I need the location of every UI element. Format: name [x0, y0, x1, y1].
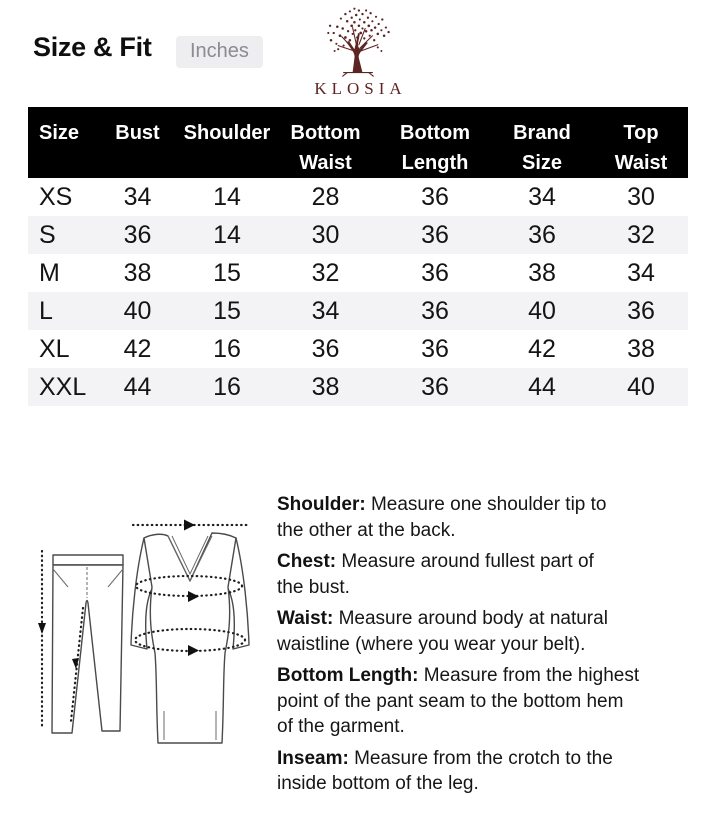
tree-icon — [312, 6, 404, 78]
cell-value: 34 — [123, 182, 152, 211]
pants-figure-icon — [28, 503, 143, 745]
guide-label: Waist: — [277, 608, 334, 629]
cell-value: 15 — [213, 296, 241, 325]
cell-value: 44 — [528, 372, 556, 401]
guide-item-chest — [277, 549, 716, 600]
cell-value: 36 — [123, 220, 152, 249]
cell-value: 30 — [627, 182, 655, 211]
dress-figure-icon — [128, 503, 278, 753]
guide-item-inseam — [277, 746, 716, 797]
cell-value: 36 — [421, 296, 449, 325]
cell-value: 40 — [528, 296, 556, 325]
cell-size: S — [39, 220, 56, 249]
table-header-row — [28, 107, 688, 178]
col-shoulder: Shoulder — [183, 107, 271, 178]
size-chart-table — [28, 107, 688, 406]
guide-label: Bottom Length: — [277, 665, 419, 686]
guide-item-shoulder — [277, 492, 716, 543]
cell-value: 42 — [123, 334, 152, 363]
cell-value: 36 — [421, 220, 449, 249]
cell-value: 44 — [123, 372, 152, 401]
cell-value: 16 — [213, 334, 241, 363]
cell-value: 36 — [421, 372, 449, 401]
page-title: Size & Fit — [33, 32, 152, 62]
cell-value: 14 — [213, 182, 241, 211]
cell-size: L — [39, 296, 53, 325]
brand-name: KLOSIA — [314, 79, 407, 98]
cell-value: 38 — [123, 258, 152, 287]
cell-value: 40 — [123, 296, 152, 325]
cell-value: 38 — [627, 334, 655, 363]
guide-item-waist — [277, 606, 716, 657]
col-bottom-length: Bottom Length — [380, 107, 490, 178]
brand-logo — [288, 6, 428, 99]
cell-value: 36 — [627, 296, 655, 325]
guide-item-bottom-length — [277, 663, 716, 740]
guide-text: Measure around fullest part of the bust. — [277, 551, 594, 598]
cell-value: 34 — [528, 182, 556, 211]
cell-size: XL — [39, 334, 70, 363]
table-row — [28, 216, 688, 254]
guide-text: Measure around body at natural waistline (where you wear your belt). — [277, 608, 608, 655]
col-brand-size: Brand Size — [490, 107, 594, 178]
table-row — [28, 178, 688, 216]
col-size: Size — [28, 107, 92, 178]
cell-value: 28 — [311, 182, 340, 211]
cell-value: 42 — [528, 334, 556, 363]
col-bottom-waist: Bottom Waist — [271, 107, 380, 178]
cell-value: 30 — [311, 220, 340, 249]
cell-value: 36 — [421, 182, 449, 211]
unit-toggle-badge[interactable]: Inches — [176, 36, 263, 68]
measurement-figures — [28, 503, 278, 753]
cell-value: 16 — [213, 372, 241, 401]
cell-value: 34 — [627, 258, 655, 287]
guide-text: Measure from the highest point of the pant seam to the bottom hem of the garment. — [277, 665, 640, 737]
cell-value: 15 — [213, 258, 241, 287]
cell-size: XXL — [39, 372, 87, 401]
cell-value: 34 — [311, 296, 340, 325]
table-row — [28, 292, 688, 330]
table-row — [28, 368, 688, 406]
cell-value: 38 — [528, 258, 556, 287]
col-top-waist: Top Waist — [594, 107, 688, 178]
guide-label: Chest: — [277, 551, 337, 572]
measure-guide — [277, 492, 716, 803]
cell-value: 38 — [311, 372, 340, 401]
table-row — [28, 330, 688, 368]
cell-value: 32 — [627, 220, 655, 249]
guide-label: Shoulder: — [277, 494, 366, 515]
guide-text: Measure from the crotch to the inside bottom of the leg. — [277, 747, 613, 794]
table-row — [28, 254, 688, 292]
cell-value: 14 — [213, 220, 241, 249]
cell-value: 36 — [421, 258, 449, 287]
cell-value: 36 — [311, 334, 340, 363]
cell-size: XS — [39, 182, 73, 211]
cell-value: 36 — [421, 334, 449, 363]
cell-size: M — [39, 258, 60, 287]
cell-value: 36 — [528, 220, 556, 249]
cell-value: 40 — [627, 372, 655, 401]
guide-label: Inseam: — [277, 747, 349, 769]
col-bust: Bust — [92, 107, 183, 178]
cell-value: 32 — [311, 258, 340, 287]
guide-text: Measure one shoulder tip to the other at the back. — [277, 494, 607, 541]
